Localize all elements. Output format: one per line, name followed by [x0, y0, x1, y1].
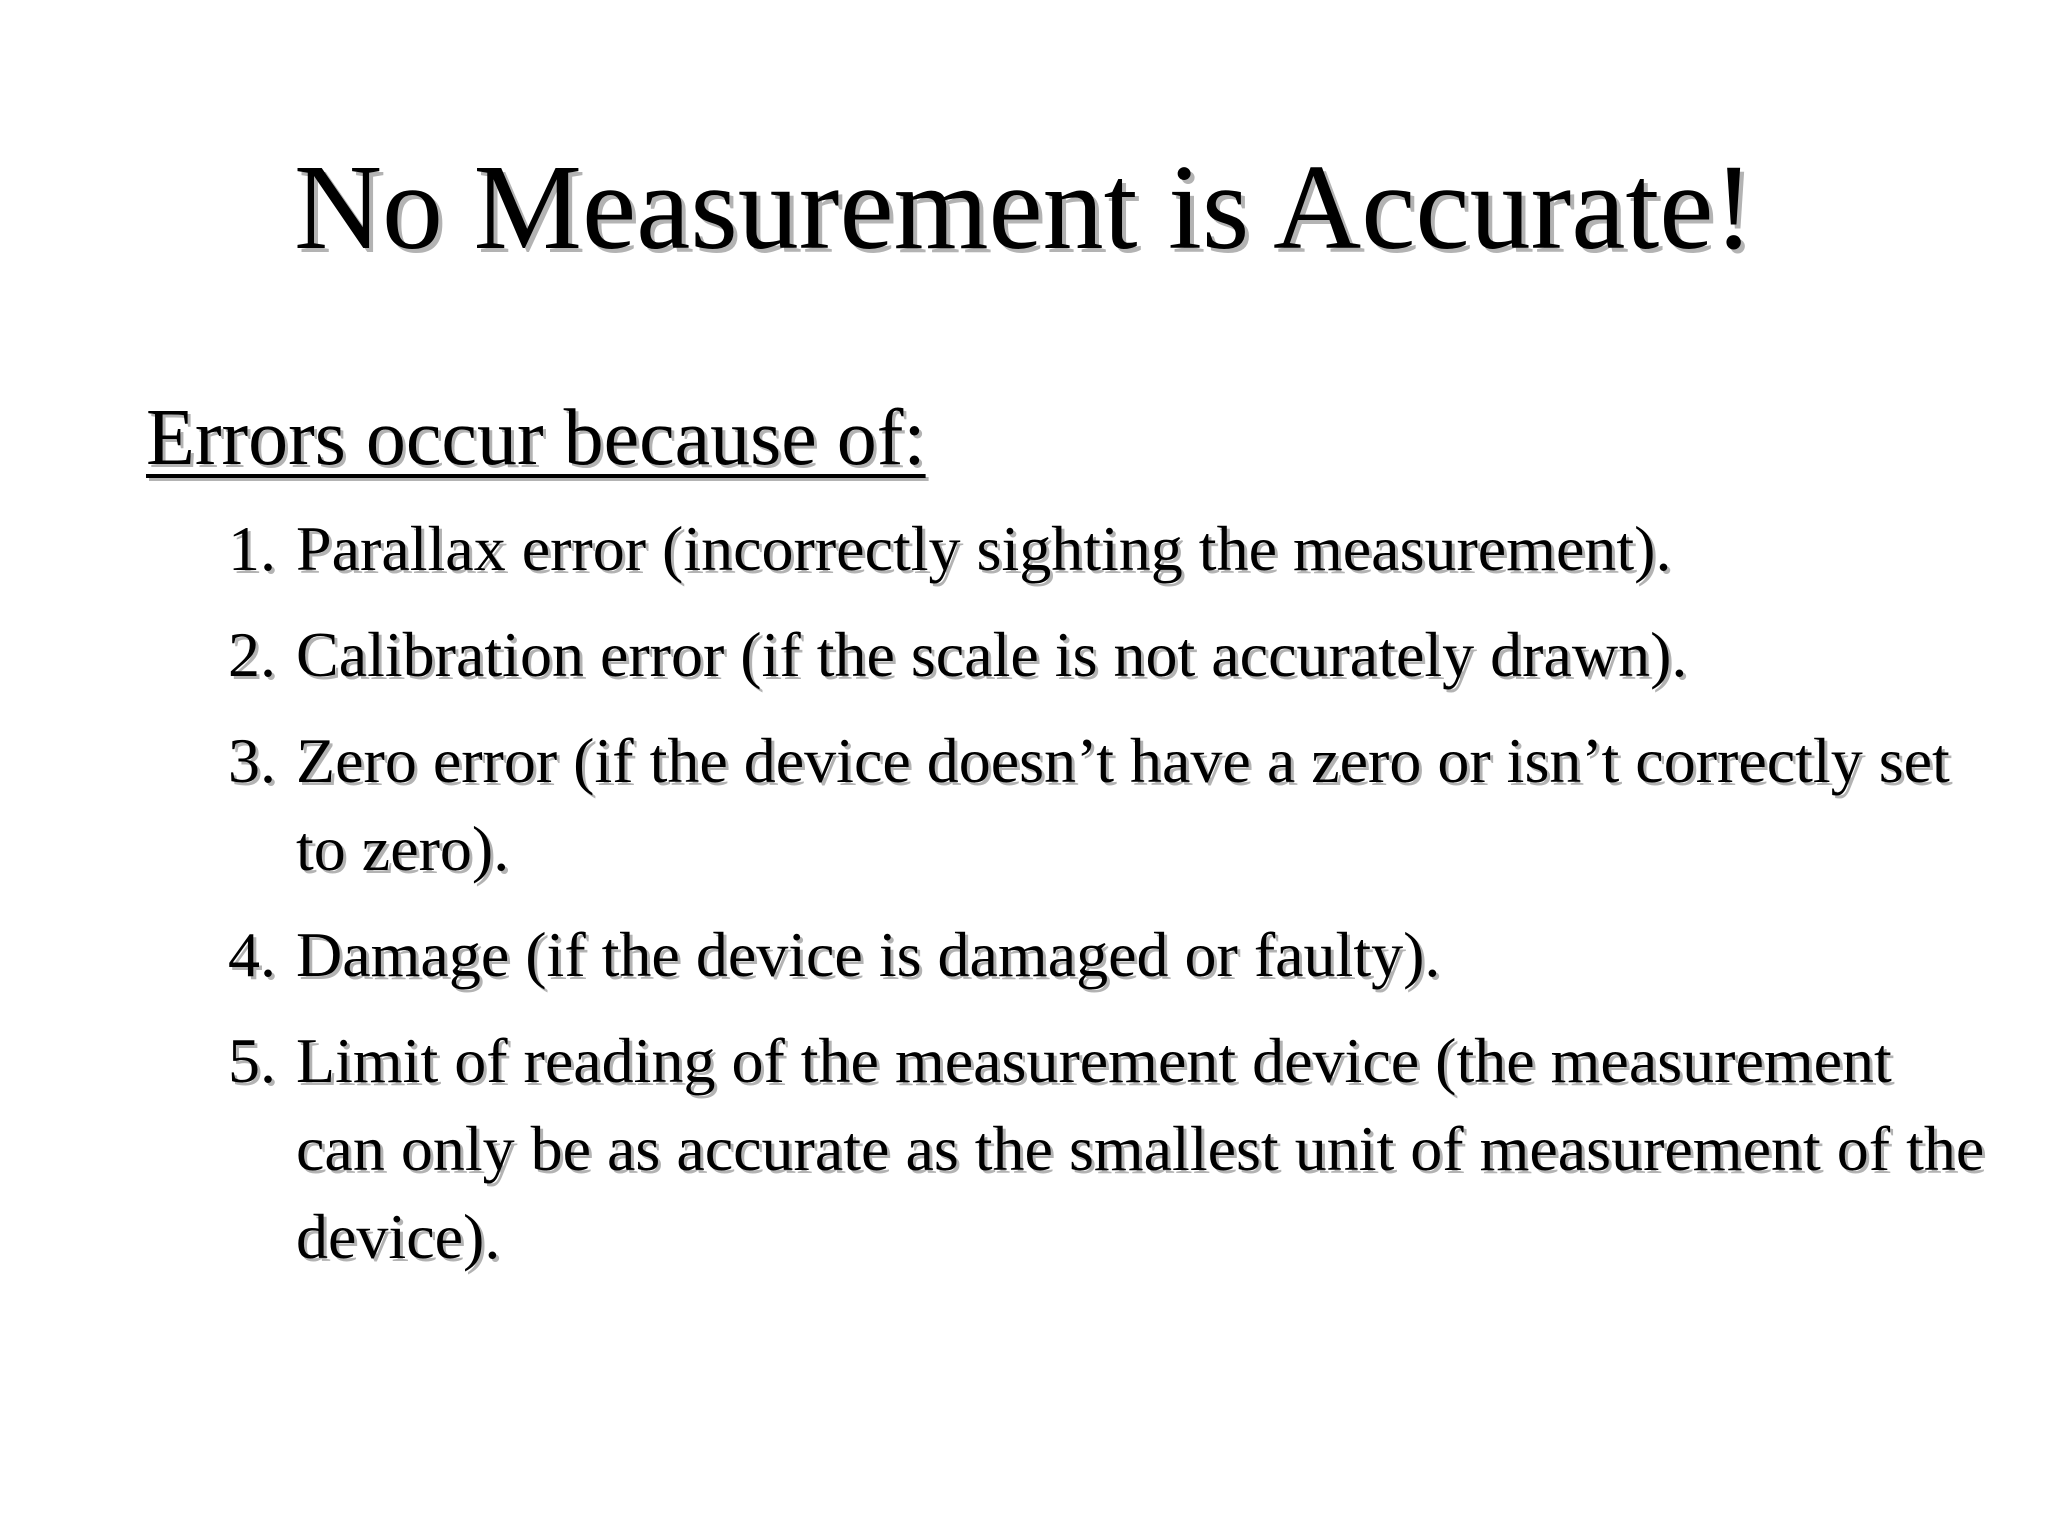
list-item — [228, 505, 1988, 593]
list-item — [228, 611, 1988, 699]
list-item-number: 1. — [228, 513, 276, 584]
list-item — [228, 1017, 1988, 1281]
error-list — [228, 505, 1988, 1299]
list-item-number: 5. — [228, 1025, 276, 1096]
list-item-number: 3. — [228, 725, 276, 796]
list-item-text: Calibration error (if the scale is not accurately drawn). — [296, 619, 1688, 690]
slide-title: No Measurement is Accurate! — [293, 140, 1755, 275]
list-item-text: Limit of reading of the measurement device (the measurement can only be as accurate as the smallest unit of measurement of the device). — [296, 1025, 1985, 1272]
list-item — [228, 911, 1988, 999]
list-item-number: 2. — [228, 619, 276, 690]
list-item-text: Zero error (if the device doesn’t have a zero or isn’t correctly set to zero). — [296, 725, 1950, 884]
list-item-text: Damage (if the device is damaged or faulty). — [296, 919, 1441, 990]
list-item — [228, 717, 1988, 893]
list-item-number: 4. — [228, 919, 276, 990]
slide-subheading: Errors occur because of: — [146, 394, 926, 482]
list-item-text: Parallax error (incorrectly sighting the measurement). — [296, 513, 1672, 584]
